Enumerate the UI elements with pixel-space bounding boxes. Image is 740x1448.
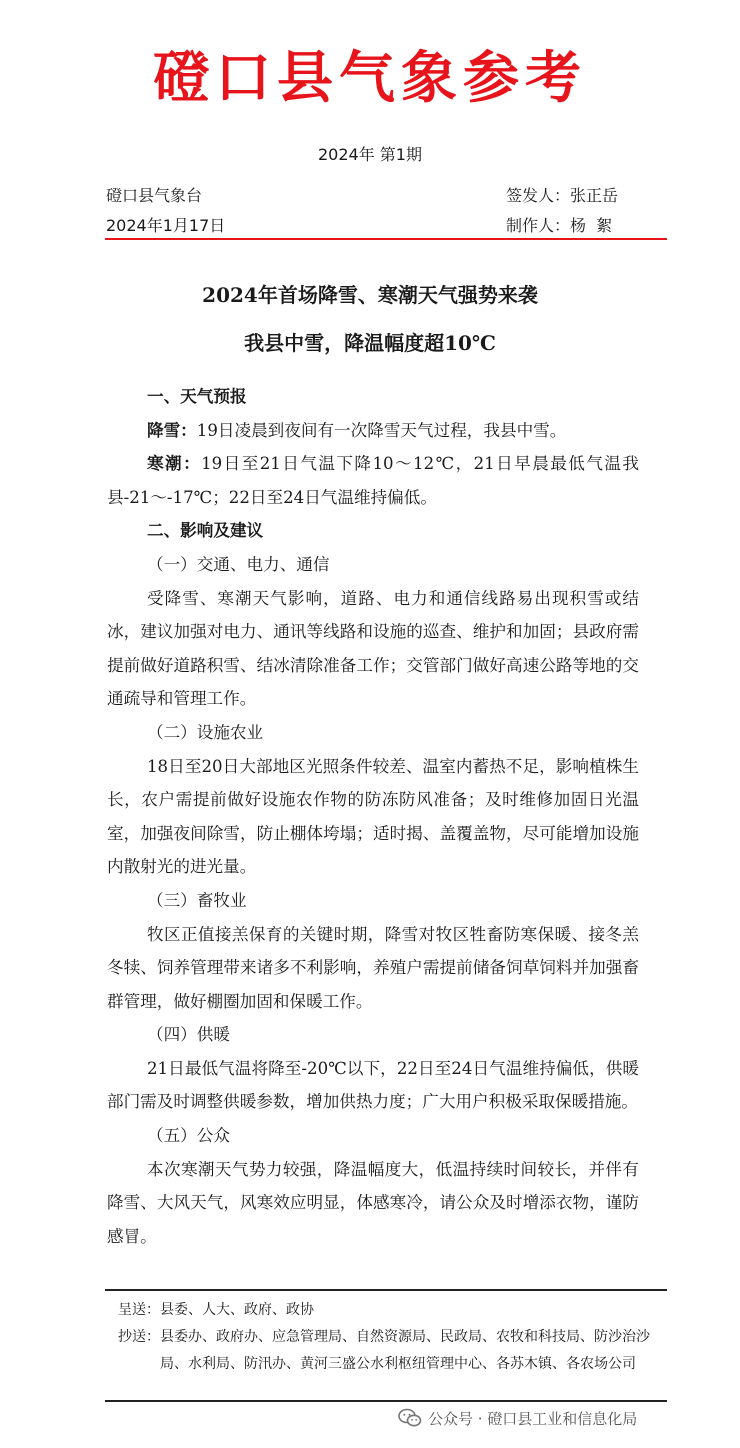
section-title-impact: 二、影响及建议 <box>147 521 264 541</box>
send-row <box>118 1297 658 1324</box>
forecast-snow <box>107 414 639 448</box>
signer: 签发人：张正岳 <box>506 186 619 205</box>
snow-text: 19日凌晨到夜间有一次降雪天气过程，我县中雪。 <box>196 420 567 440</box>
cold-text: 19日至21日气温下降10～12℃，21日早晨最低气温我县-21～-17℃；22日至24日气温维持偏低。 <box>107 454 640 507</box>
headline-line-1: 2024年首场降雪、寒潮天气强势来袭 <box>202 283 538 307</box>
header-red-rule <box>105 238 667 240</box>
snow-label: 降雪： <box>147 420 197 440</box>
subsection-title-agriculture: （二）设施农业 <box>147 722 264 742</box>
forecast-cold <box>107 447 639 514</box>
send-text: 县委、人大、政府、政协 <box>160 1302 314 1318</box>
issue-date: 2024年1月17日 <box>106 216 226 235</box>
subsection-text-heating: 21日最低气温将降至-20℃以下，22日至24日气温维持偏低，供暖部门需及时调整供暖参数，增加供热力度；广大用户积极采取保暖措施。 <box>107 1058 639 1112</box>
subsection-text-agriculture: 18日至20日大部地区光照条件较差、温室内蓄热不足，影响植株生长，农户需提前做好设施农作物的防冻防风准备；及时维修加固日光温室，加强夜间除雪，防止棚体垮塌；适时揭、盖覆盖物，尽可能增加设施内散射光的进光量。 <box>107 756 639 877</box>
issuer: 磴口县气象台 <box>106 186 203 205</box>
issue-number: 2024年 第1期 <box>318 145 422 164</box>
watermark <box>398 1405 637 1431</box>
subsection-title-public: （五）公众 <box>147 1126 230 1146</box>
section-title-forecast: 一、天气预报 <box>147 387 247 406</box>
cc-label: 抄送： <box>118 1329 160 1345</box>
masthead-title: 磴口县气象参考 <box>153 45 587 111</box>
subsection-text-public: 本次寒潮天气势力较强，降温幅度大，低温持续时间较长，并伴有降雪、大风天气，风寒效应明显，体感寒冷，请公众及时增添衣物，谨防感冒。 <box>107 1159 639 1246</box>
subsection-title-traffic: （一）交通、电力、通信 <box>147 554 330 574</box>
footer-top-rule <box>105 1289 667 1291</box>
cold-label: 寒潮： <box>147 454 202 474</box>
watermark-text: 公众号 · 磴口县工业和信息化局 <box>428 1409 638 1428</box>
cc-text: 县委办、政府办、应急管理局、自然资源局、民政局、农牧和科技局、防沙治沙局、水利局、防汛办、黄河三盛公水利枢纽管理中心、各苏木镇、各农场公司 <box>160 1329 650 1372</box>
distribution-list <box>118 1297 658 1378</box>
subsection-title-livestock: （三）畜牧业 <box>147 890 247 910</box>
subsection-text-traffic: 受降雪、寒潮天气影响，道路、电力和通信线路易出现积雪或结冰，建议加强对电力、通讯等线路和设施的巡查、维护和加固；县政府需提前做好道路积雪、结冰清除准备工作；交管部门做好高速公路等地的交通疏导和管理工作。 <box>107 588 639 709</box>
send-label: 呈送： <box>118 1302 160 1318</box>
maker: 制作人：杨 絮 <box>506 216 613 235</box>
subsection-title-heating: （四）供暖 <box>147 1025 230 1045</box>
footer-bottom-rule <box>105 1400 667 1402</box>
document-body <box>107 380 639 1253</box>
cc-row <box>118 1324 658 1378</box>
subsection-text-livestock: 牧区正值接羔保育的关键时期，降雪对牧区牲畜防寒保暖、接冬羔冬犊、饲养管理带来诸多不利影响，养殖户需提前储备饲草饲料并加强畜群管理，做好棚圈加固和保暖工作。 <box>107 924 639 1011</box>
wechat-icon <box>398 1408 422 1428</box>
headline-line-2: 我县中雪，降温幅度超10℃ <box>244 331 496 355</box>
